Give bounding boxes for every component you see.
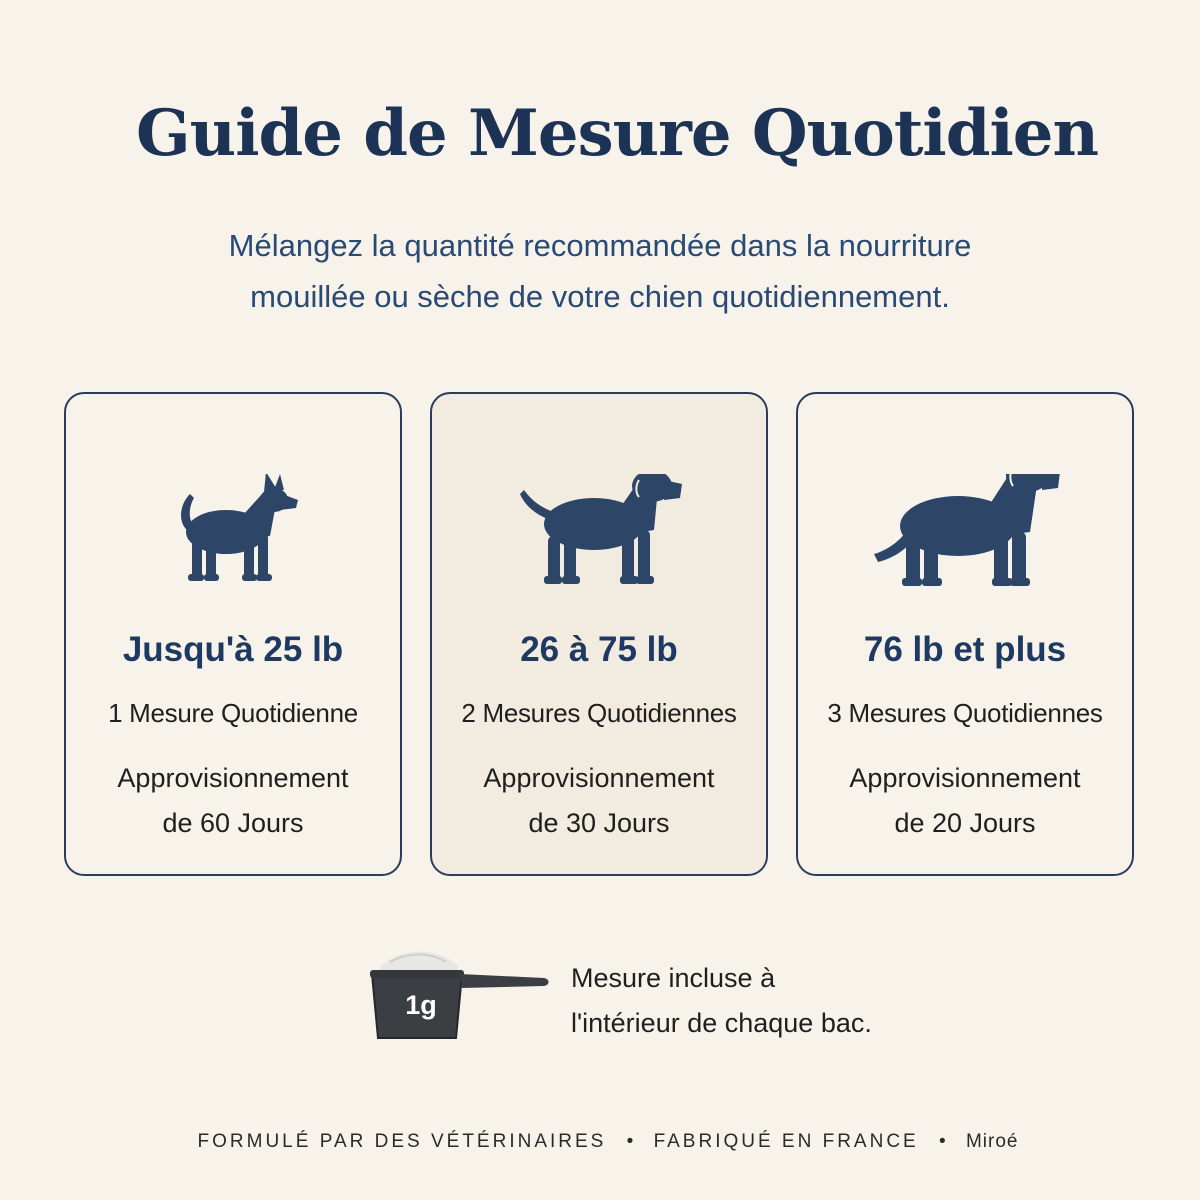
weight-range: 76 lb et plus bbox=[863, 630, 1067, 669]
scoop-weight-label: 1g bbox=[405, 990, 437, 1020]
daily-doses: 1 Mesure Quotidienne bbox=[108, 698, 358, 728]
supply-line-2: de 60 Jours bbox=[162, 808, 304, 838]
page-subtitle bbox=[150, 220, 1050, 322]
medium-dog-icon bbox=[432, 474, 766, 599]
footer-tagline bbox=[0, 1131, 1200, 1153]
footer-vet-formulated: FORMULÉ PAR DES VÉTÉRINAIRES bbox=[197, 1131, 607, 1152]
subtitle-line-2: mouillée ou sèche de votre chien quotidiennement. bbox=[250, 279, 950, 314]
weight-range: Jusqu'à 25 lb bbox=[122, 630, 344, 669]
small-dog-icon bbox=[66, 474, 400, 599]
supply-line-1: Approvisionnement bbox=[117, 763, 349, 793]
scoop-text-line-1: Mesure incluse à bbox=[571, 963, 776, 993]
scoop-included-text bbox=[571, 956, 872, 1046]
supply-line-2: de 30 Jours bbox=[528, 808, 670, 838]
footer-separator: • bbox=[939, 1131, 946, 1152]
large-dog-icon bbox=[798, 474, 1132, 599]
scoop-text-line-2: l'intérieur de chaque bac. bbox=[571, 1008, 872, 1038]
footer-separator: • bbox=[626, 1131, 634, 1152]
dosage-card-medium bbox=[430, 392, 768, 876]
supply-line-2: de 20 Jours bbox=[894, 808, 1036, 838]
dosage-card-small bbox=[64, 392, 402, 876]
supply-line-1: Approvisionnement bbox=[483, 763, 715, 793]
supply-duration bbox=[66, 756, 400, 846]
supply-line-1: Approvisionnement bbox=[849, 763, 1081, 793]
page-title: Guide de Mesure Quotidien bbox=[136, 96, 1098, 171]
daily-doses: 2 Mesures Quotidiennes bbox=[461, 698, 737, 728]
daily-doses: 3 Mesures Quotidiennes bbox=[827, 698, 1103, 728]
subtitle-line-1: Mélangez la quantité recommandée dans la nourriture bbox=[228, 228, 972, 263]
supply-duration bbox=[798, 756, 1132, 846]
dosage-card-large bbox=[796, 392, 1134, 876]
supply-duration bbox=[432, 756, 766, 846]
weight-range: 26 à 75 lb bbox=[520, 630, 678, 669]
footer-made-in-france: FABRIQUÉ EN FRANCE bbox=[653, 1131, 919, 1152]
footer-brand: Miroé bbox=[965, 1131, 1019, 1152]
